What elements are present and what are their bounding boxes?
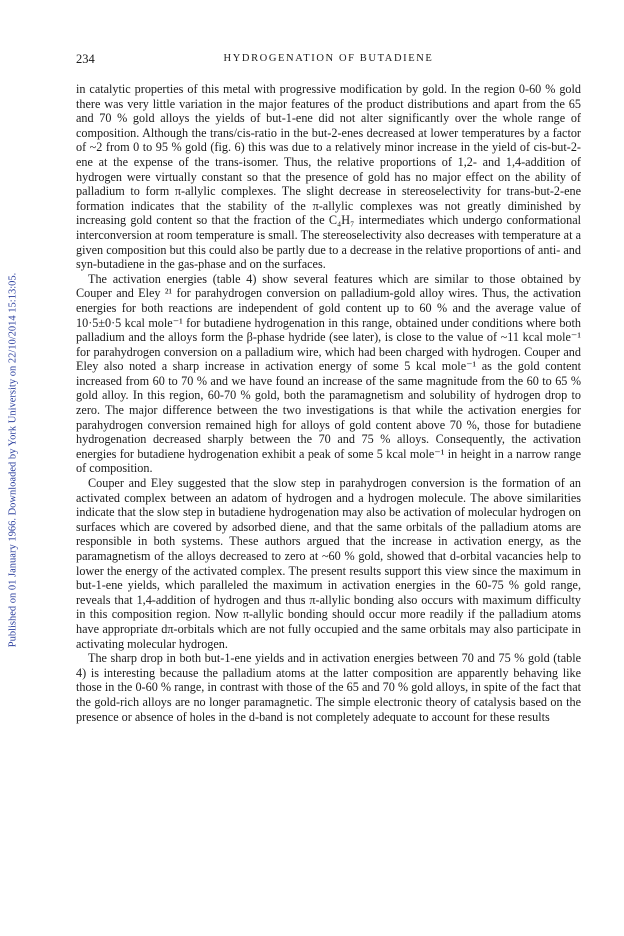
paragraph-1: in catalytic properties of this metal with progressive modification by gold. In the region 0-60 % gold there was very little variation in the major features of the product distributions and apart from the 65 and 70 % gold alloys the yields of but-1-ene did not alter significantly over the whole range of composition. Although the trans/cis-ratio in the but-2-enes decreased at lower temperatures by a factor of ~2 from 0 to 95 % gold (fig. 6) this was due to a relatively minor increase in the yield of cis-but-2-ene at the expense of the trans-isomer. Thus, the relative proportions of 1,2- and 1,4-addition of hydrogen were virtually constant so that the presence of gold has no major effect on the ability of palladium to form π-allylic complexes. The slight decrease in stereoselectivity for trans-but-2-ene formation indicates that the stability of the π-allylic complexes was not greatly diminished by increasing gold content so that the fraction of the C₄H₇ intermediates which undergo conformational interconversion at room temperature is small. The stereoselectivity also decreases with temperature at a given composition but this could also be partly due to a decrease in the relative proportions of anti- and syn-butadiene in the gas-phase and on the surfaces. [76,82,581,272]
download-watermark [4,180,22,740]
page-header [76,52,581,72]
paragraph-4: The sharp drop in both but-1-ene yields and in activation energies between 70 and 75 % gold (table 4) is interesting because the palladium atoms at the latter composition are apparently behaving like those in the 0-60 % range, in contrast with those of the 65 and 70 % gold alloys, in spite of the fact that the gold-rich alloys are no longer paramagnetic. The simple electronic theory of catalysis based on the presence or absence of holes in the d-band is not completely adequate to account for these results [76,651,581,724]
page-number: 234 [76,52,95,66]
running-head: HYDROGENATION OF BUTADIENE [223,53,434,64]
paragraph-3: Couper and Eley suggested that the slow step in parahydrogen conversion is the formation of an activated complex between an adatom of hydrogen and a hydrogen molecule. The above similarities indicate that the slow step in butadiene hydrogenation may also be activation of molecular hydrogen on surfaces which are covered by adsorbed diene, and that the same orbitals of the palladium atoms are responsible in both systems. These authors argued that the increase in activation energy, as the paramagnetism of the alloys decreased to zero at ~60 % gold, showed that d-orbital vacancies help to lower the energy of the activated complex. The present results support this view since the maximum in but-1-ene yields, which paralleled the maximum in activation energies in the 60-75 % gold range, reveals that 1,4-addition of hydrogen and thus π-allylic bonding also occurs with maximum difficulty in this composition region. Now π-allylic bonding should occur more readily if the palladium atoms have appropriate dπ-orbitals which are not fully occupied and the same orbitals may also participate in activating molecular hydrogen. [76,476,581,651]
download-watermark-text: Published on 01 January 1966. Downloaded by York University on 22/10/2014 15:13:05. [7,272,19,648]
paragraph-2: The activation energies (table 4) show several features which are similar to those obtained by Couper and Eley ²¹ for parahydrogen conversion on palladium-gold alloy wires. Thus, the activation energies for both reactions are independent of gold content up to 60 % and the average value of 10·5±0·5 kcal mole⁻¹ for butadiene hydrogenation in this range, obtained under conditions where both palladium and the alloys form the β-phase hydride (see later), is close to the value of ~11 kcal mole⁻¹ for parahydrogen conversion on a palladium wire, which had been charged with hydrogen. Couper and Eley also noted a sharp increase in activation energy of some 5 kcal mole⁻¹ as the gold content increased from 60 to 70 % and we have found an increase of the same magnitude from the 60 to 65 % gold alloy. In this region, 60-70 % gold, both the paramagnetism and solubility of hydrogen drop to zero. The major difference between the two investigations is that while the activation energies for parahydrogen conversion remained high for alloys of gold content above 70 %, those for butadiene hydrogenation decreased sharply between the 70 and 75 % alloys. Consequently, the activation energies for butadiene hydrogenation exhibit a peak of some 5 kcal mole⁻¹ in height in a narrow range of composition. [76,271,581,476]
article-body [76,82,581,724]
